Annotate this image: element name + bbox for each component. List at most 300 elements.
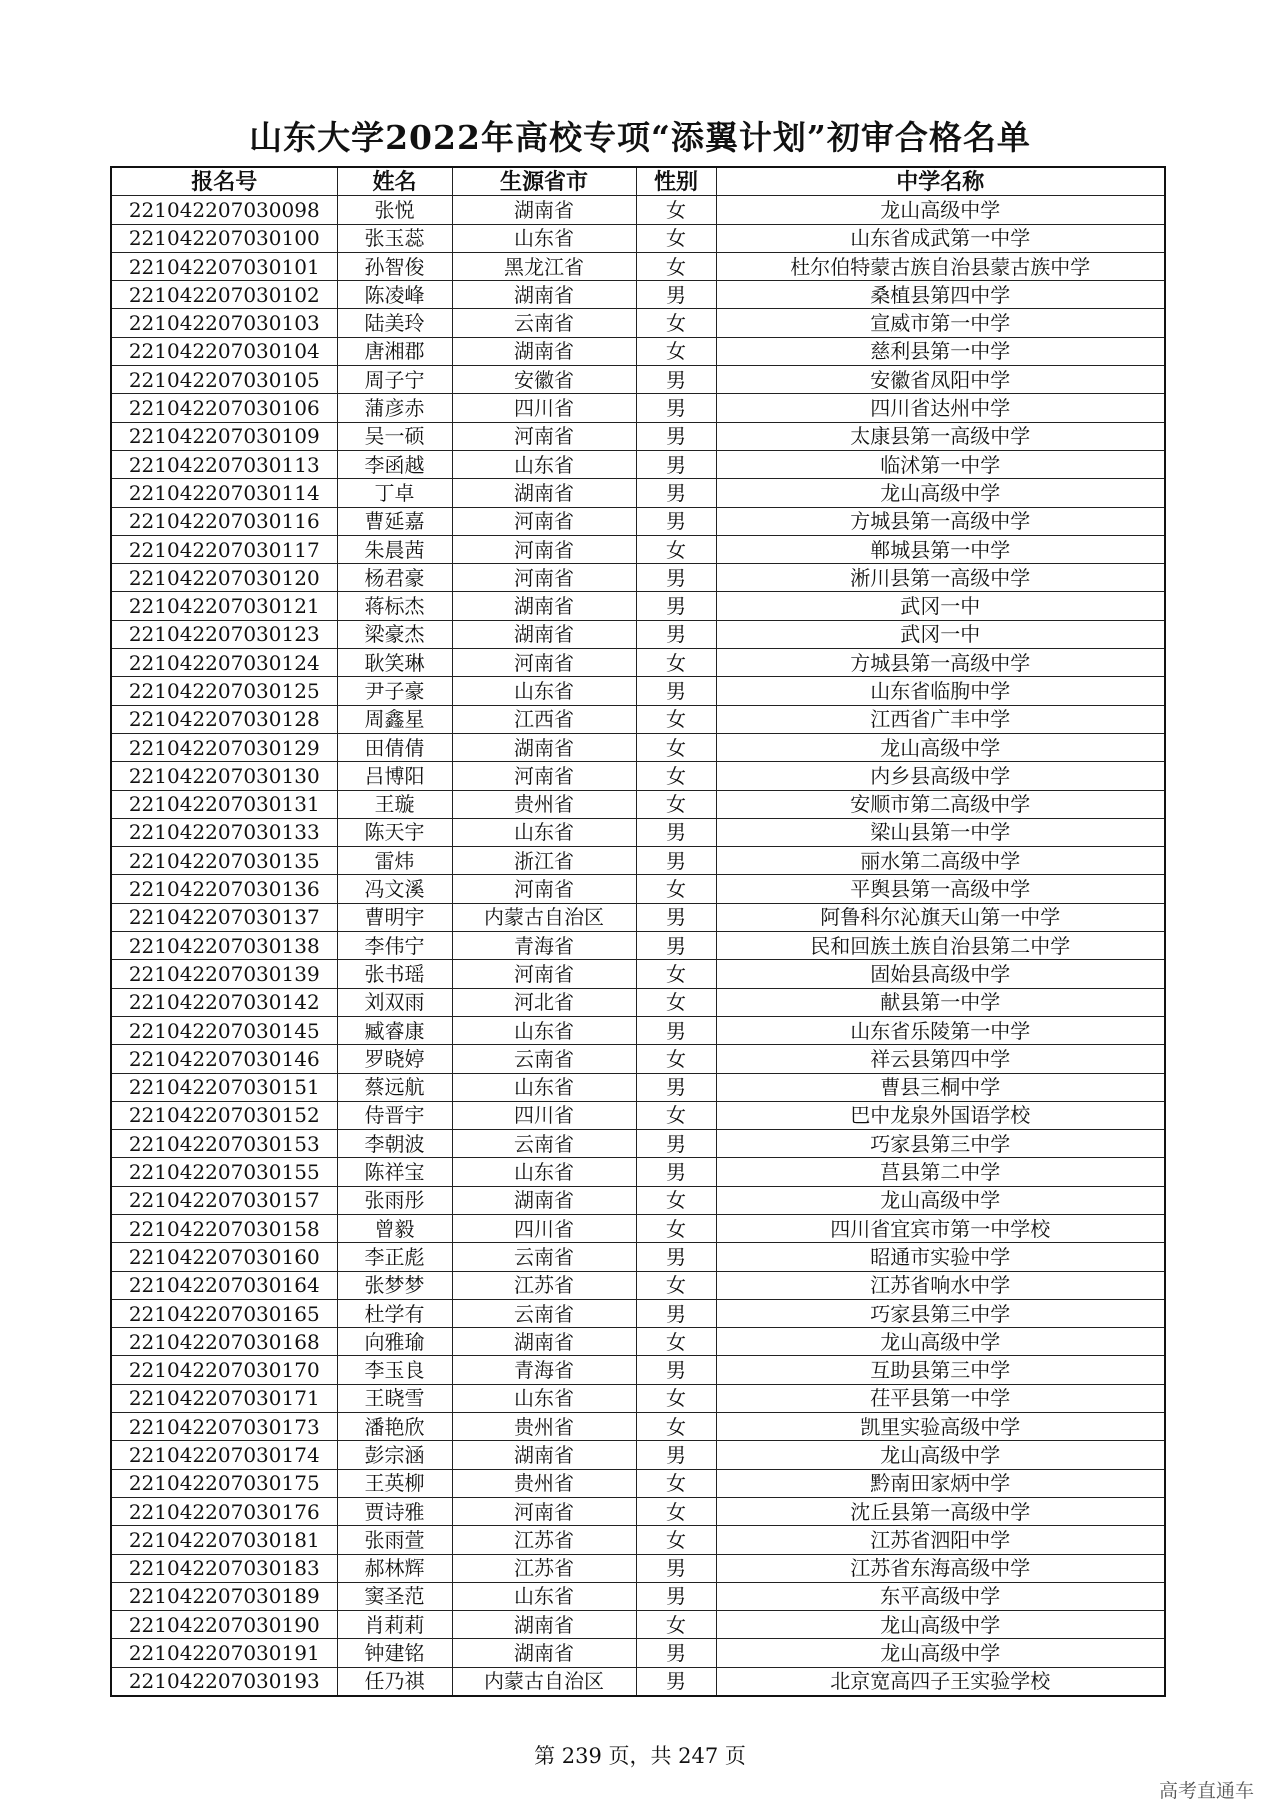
school-cell: 巧家县第三中学 (716, 1299, 1165, 1327)
table-row (111, 1469, 1165, 1497)
province-cell: 云南省 (452, 309, 636, 337)
school-cell: 方城县第一高级中学 (716, 649, 1165, 677)
school-cell: 祥云县第四中学 (716, 1045, 1165, 1073)
name-cell: 尹子豪 (337, 677, 452, 705)
table-row (111, 507, 1165, 535)
column-header-gender: 性别 (636, 167, 716, 196)
name-cell: 侍晋宇 (337, 1101, 452, 1129)
province-cell: 山东省 (452, 677, 636, 705)
table-row (111, 847, 1165, 875)
registration-no-cell: 221042207030191 (111, 1639, 337, 1667)
table-row (111, 1243, 1165, 1271)
table-row (111, 762, 1165, 790)
school-cell: 江苏省泗阳中学 (716, 1526, 1165, 1554)
gender-cell: 男 (636, 1639, 716, 1667)
province-cell: 山东省 (452, 1016, 636, 1044)
gender-cell: 男 (636, 1582, 716, 1610)
column-header-school: 中学名称 (716, 167, 1165, 196)
province-cell: 湖南省 (452, 733, 636, 761)
school-cell: 武冈一中 (716, 592, 1165, 620)
registration-no-cell: 221042207030193 (111, 1667, 337, 1696)
table-row (111, 1667, 1165, 1696)
name-cell: 孙智俊 (337, 252, 452, 280)
registration-no-cell: 221042207030103 (111, 309, 337, 337)
name-cell: 李伟宁 (337, 932, 452, 960)
province-cell: 湖南省 (452, 196, 636, 224)
registration-no-cell: 221042207030176 (111, 1497, 337, 1525)
province-cell: 四川省 (452, 1101, 636, 1129)
name-cell: 张玉蕊 (337, 224, 452, 252)
column-header-name: 姓名 (337, 167, 452, 196)
province-cell: 黑龙江省 (452, 252, 636, 280)
registration-no-cell: 221042207030102 (111, 281, 337, 309)
name-cell: 陈天宇 (337, 818, 452, 846)
name-cell: 丁卓 (337, 479, 452, 507)
school-cell: 内乡县高级中学 (716, 762, 1165, 790)
school-cell: 慈利县第一中学 (716, 337, 1165, 365)
table-row (111, 1214, 1165, 1242)
school-cell: 江苏省响水中学 (716, 1271, 1165, 1299)
table-row (111, 1271, 1165, 1299)
school-cell: 淅川县第一高级中学 (716, 564, 1165, 592)
table-row (111, 818, 1165, 846)
province-cell: 青海省 (452, 1356, 636, 1384)
province-cell: 山东省 (452, 224, 636, 252)
registration-no-cell: 221042207030100 (111, 224, 337, 252)
registration-no-cell: 221042207030131 (111, 790, 337, 818)
registration-no-cell: 221042207030158 (111, 1214, 337, 1242)
gender-cell: 女 (636, 1214, 716, 1242)
table-row (111, 1045, 1165, 1073)
gender-cell: 男 (636, 677, 716, 705)
school-cell: 山东省乐陵第一中学 (716, 1016, 1165, 1044)
registration-no-cell: 221042207030135 (111, 847, 337, 875)
province-cell: 湖南省 (452, 1441, 636, 1469)
gender-cell: 女 (636, 1611, 716, 1639)
name-cell: 蒲彦赤 (337, 394, 452, 422)
school-cell: 昭通市实验中学 (716, 1243, 1165, 1271)
registration-no-cell: 221042207030120 (111, 564, 337, 592)
school-cell: 山东省成武第一中学 (716, 224, 1165, 252)
registration-no-cell: 221042207030128 (111, 705, 337, 733)
school-cell: 莒县第二中学 (716, 1158, 1165, 1186)
table-row (111, 422, 1165, 450)
gender-cell: 男 (636, 394, 716, 422)
province-cell: 湖南省 (452, 337, 636, 365)
registration-no-cell: 221042207030146 (111, 1045, 337, 1073)
registration-no-cell: 221042207030109 (111, 422, 337, 450)
gender-cell: 男 (636, 281, 716, 309)
gender-cell: 女 (636, 960, 716, 988)
registration-no-cell: 221042207030164 (111, 1271, 337, 1299)
school-cell: 龙山高级中学 (716, 1186, 1165, 1214)
gender-cell: 男 (636, 479, 716, 507)
registration-no-cell: 221042207030142 (111, 988, 337, 1016)
table-row (111, 1101, 1165, 1129)
gender-cell: 男 (636, 620, 716, 648)
school-cell: 巴中龙泉外国语学校 (716, 1101, 1165, 1129)
province-cell: 江苏省 (452, 1271, 636, 1299)
province-cell: 内蒙古自治区 (452, 903, 636, 931)
table-row (111, 535, 1165, 563)
registration-no-cell: 221042207030168 (111, 1328, 337, 1356)
province-cell: 山东省 (452, 450, 636, 478)
province-cell: 河北省 (452, 988, 636, 1016)
table-row (111, 564, 1165, 592)
table-row (111, 1384, 1165, 1412)
school-cell: 龙山高级中学 (716, 1328, 1165, 1356)
school-cell: 沈丘县第一高级中学 (716, 1497, 1165, 1525)
gender-cell: 女 (636, 1328, 716, 1356)
table-row (111, 1186, 1165, 1214)
province-cell: 安徽省 (452, 366, 636, 394)
name-cell: 杜学有 (337, 1299, 452, 1327)
gender-cell: 女 (636, 535, 716, 563)
province-cell: 河南省 (452, 649, 636, 677)
table-row (111, 1299, 1165, 1327)
school-cell: 四川省宜宾市第一中学校 (716, 1214, 1165, 1242)
province-cell: 湖南省 (452, 1328, 636, 1356)
name-cell: 钟建铭 (337, 1639, 452, 1667)
gender-cell: 女 (636, 252, 716, 280)
table-header-row (111, 167, 1165, 196)
name-cell: 陈凌峰 (337, 281, 452, 309)
name-cell: 蔡远航 (337, 1073, 452, 1101)
table-row (111, 1554, 1165, 1582)
table-row (111, 1016, 1165, 1044)
school-cell: 郸城县第一中学 (716, 535, 1165, 563)
registration-no-cell: 221042207030189 (111, 1582, 337, 1610)
table-row (111, 252, 1165, 280)
table-row (111, 1130, 1165, 1158)
page-title: 山东大学2022年高校专项“添翼计划”初审合格名单 (249, 118, 1031, 157)
school-cell: 茌平县第一中学 (716, 1384, 1165, 1412)
table-row (111, 733, 1165, 761)
school-cell: 巧家县第三中学 (716, 1130, 1165, 1158)
name-cell: 王英柳 (337, 1469, 452, 1497)
province-cell: 河南省 (452, 422, 636, 450)
name-cell: 肖莉莉 (337, 1611, 452, 1639)
name-cell: 李正彪 (337, 1243, 452, 1271)
name-cell: 吕博阳 (337, 762, 452, 790)
name-cell: 张书瑶 (337, 960, 452, 988)
name-cell: 周鑫星 (337, 705, 452, 733)
gender-cell: 男 (636, 903, 716, 931)
name-cell: 陈祥宝 (337, 1158, 452, 1186)
school-cell: 固始县高级中学 (716, 960, 1165, 988)
gender-cell: 男 (636, 1243, 716, 1271)
registration-no-cell: 221042207030130 (111, 762, 337, 790)
province-cell: 河南省 (452, 1497, 636, 1525)
name-cell: 罗晓婷 (337, 1045, 452, 1073)
name-cell: 曹明宇 (337, 903, 452, 931)
gender-cell: 女 (636, 224, 716, 252)
registration-no-cell: 221042207030104 (111, 337, 337, 365)
registration-no-cell: 221042207030138 (111, 932, 337, 960)
gender-cell: 男 (636, 1130, 716, 1158)
gender-cell: 女 (636, 337, 716, 365)
table-row (111, 705, 1165, 733)
table-row (111, 649, 1165, 677)
gender-cell: 女 (636, 1045, 716, 1073)
school-cell: 互助县第三中学 (716, 1356, 1165, 1384)
table-row (111, 1441, 1165, 1469)
name-cell: 陆美玲 (337, 309, 452, 337)
province-cell: 贵州省 (452, 1413, 636, 1441)
gender-cell: 男 (636, 366, 716, 394)
gender-cell: 男 (636, 818, 716, 846)
school-cell: 四川省达州中学 (716, 394, 1165, 422)
name-cell: 张梦梦 (337, 1271, 452, 1299)
registration-no-cell: 221042207030133 (111, 818, 337, 846)
province-cell: 四川省 (452, 1214, 636, 1242)
name-cell: 张雨彤 (337, 1186, 452, 1214)
table-row (111, 677, 1165, 705)
gender-cell: 男 (636, 1356, 716, 1384)
table-row (111, 309, 1165, 337)
province-cell: 河南省 (452, 875, 636, 903)
table-row (111, 366, 1165, 394)
name-cell: 王璇 (337, 790, 452, 818)
province-cell: 江苏省 (452, 1526, 636, 1554)
name-cell: 曾毅 (337, 1214, 452, 1242)
name-cell: 朱晨茜 (337, 535, 452, 563)
province-cell: 江苏省 (452, 1554, 636, 1582)
school-cell: 龙山高级中学 (716, 1611, 1165, 1639)
table-row (111, 394, 1165, 422)
province-cell: 山东省 (452, 818, 636, 846)
province-cell: 湖南省 (452, 1186, 636, 1214)
name-cell: 梁豪杰 (337, 620, 452, 648)
table-row (111, 196, 1165, 224)
registration-no-cell: 221042207030171 (111, 1384, 337, 1412)
registration-no-cell: 221042207030165 (111, 1299, 337, 1327)
table-row (111, 932, 1165, 960)
province-cell: 云南省 (452, 1299, 636, 1327)
gender-cell: 男 (636, 422, 716, 450)
name-cell: 潘艳欣 (337, 1413, 452, 1441)
name-cell: 李玉良 (337, 1356, 452, 1384)
school-cell: 阿鲁科尔沁旗天山第一中学 (716, 903, 1165, 931)
gender-cell: 男 (636, 1667, 716, 1696)
registration-no-cell: 221042207030105 (111, 366, 337, 394)
table-row (111, 224, 1165, 252)
registration-no-cell: 221042207030116 (111, 507, 337, 535)
gender-cell: 女 (636, 733, 716, 761)
page-number: 第 239 页，共 247 页 (534, 1744, 746, 1768)
province-cell: 山东省 (452, 1582, 636, 1610)
registration-no-cell: 221042207030175 (111, 1469, 337, 1497)
name-cell: 周子宁 (337, 366, 452, 394)
gender-cell: 男 (636, 1073, 716, 1101)
registration-no-cell: 221042207030124 (111, 649, 337, 677)
name-cell: 唐湘郡 (337, 337, 452, 365)
table-row (111, 988, 1165, 1016)
gender-cell: 男 (636, 564, 716, 592)
name-cell: 张悦 (337, 196, 452, 224)
province-cell: 云南省 (452, 1045, 636, 1073)
province-cell: 贵州省 (452, 790, 636, 818)
registration-no-cell: 221042207030114 (111, 479, 337, 507)
province-cell: 河南省 (452, 507, 636, 535)
school-cell: 山东省临朐中学 (716, 677, 1165, 705)
gender-cell: 女 (636, 1101, 716, 1129)
province-cell: 湖南省 (452, 479, 636, 507)
registration-no-cell: 221042207030160 (111, 1243, 337, 1271)
table-row (111, 1328, 1165, 1356)
gender-cell: 女 (636, 875, 716, 903)
province-cell: 云南省 (452, 1130, 636, 1158)
table-row (111, 790, 1165, 818)
province-cell: 浙江省 (452, 847, 636, 875)
province-cell: 江西省 (452, 705, 636, 733)
school-cell: 龙山高级中学 (716, 1639, 1165, 1667)
name-cell: 冯文溪 (337, 875, 452, 903)
name-cell: 王晓雪 (337, 1384, 452, 1412)
school-cell: 江西省广丰中学 (716, 705, 1165, 733)
registration-no-cell: 221042207030151 (111, 1073, 337, 1101)
school-cell: 宣威市第一中学 (716, 309, 1165, 337)
school-cell: 梁山县第一中学 (716, 818, 1165, 846)
name-cell: 贾诗雅 (337, 1497, 452, 1525)
gender-cell: 女 (636, 196, 716, 224)
province-cell: 四川省 (452, 394, 636, 422)
registration-no-cell: 221042207030183 (111, 1554, 337, 1582)
school-cell: 平舆县第一高级中学 (716, 875, 1165, 903)
gender-cell: 男 (636, 507, 716, 535)
province-cell: 内蒙古自治区 (452, 1667, 636, 1696)
gender-cell: 女 (636, 1186, 716, 1214)
table-row (111, 1497, 1165, 1525)
registration-no-cell: 221042207030125 (111, 677, 337, 705)
school-cell: 献县第一中学 (716, 988, 1165, 1016)
gender-cell: 女 (636, 309, 716, 337)
name-cell: 雷炜 (337, 847, 452, 875)
registration-no-cell: 221042207030117 (111, 535, 337, 563)
gender-cell: 男 (636, 932, 716, 960)
table-row (111, 281, 1165, 309)
gender-cell: 女 (636, 790, 716, 818)
gender-cell: 女 (636, 1384, 716, 1412)
province-cell: 河南省 (452, 762, 636, 790)
gender-cell: 女 (636, 988, 716, 1016)
name-cell: 蒋标杰 (337, 592, 452, 620)
registration-no-cell: 221042207030170 (111, 1356, 337, 1384)
registration-no-cell: 221042207030153 (111, 1130, 337, 1158)
gender-cell: 女 (636, 1526, 716, 1554)
registration-no-cell: 221042207030137 (111, 903, 337, 931)
name-cell: 彭宗涵 (337, 1441, 452, 1469)
registration-no-cell: 221042207030174 (111, 1441, 337, 1469)
school-cell: 北京宽高四子王实验学校 (716, 1667, 1165, 1696)
table-row (111, 479, 1165, 507)
name-cell: 田倩倩 (337, 733, 452, 761)
gender-cell: 男 (636, 592, 716, 620)
table-row (111, 1413, 1165, 1441)
gender-cell: 男 (636, 1299, 716, 1327)
table-row (111, 620, 1165, 648)
registration-no-cell: 221042207030181 (111, 1526, 337, 1554)
province-cell: 湖南省 (452, 1611, 636, 1639)
registration-no-cell: 221042207030113 (111, 450, 337, 478)
table-row (111, 337, 1165, 365)
gender-cell: 男 (636, 1554, 716, 1582)
registration-no-cell: 221042207030121 (111, 592, 337, 620)
province-cell: 河南省 (452, 535, 636, 563)
registration-no-cell: 221042207030123 (111, 620, 337, 648)
registration-no-cell: 221042207030129 (111, 733, 337, 761)
table-row (111, 1526, 1165, 1554)
province-cell: 湖南省 (452, 620, 636, 648)
registration-no-cell: 221042207030145 (111, 1016, 337, 1044)
gender-cell: 女 (636, 762, 716, 790)
name-cell: 李朝波 (337, 1130, 452, 1158)
school-cell: 桑植县第四中学 (716, 281, 1165, 309)
watermark: 高考直通车 (1158, 1780, 1254, 1802)
roster-table (110, 166, 1166, 1697)
registration-no-cell: 221042207030136 (111, 875, 337, 903)
province-cell: 贵州省 (452, 1469, 636, 1497)
school-cell: 龙山高级中学 (716, 196, 1165, 224)
gender-cell: 女 (636, 705, 716, 733)
registration-no-cell: 221042207030173 (111, 1413, 337, 1441)
school-cell: 龙山高级中学 (716, 1441, 1165, 1469)
table-row (111, 1356, 1165, 1384)
school-cell: 安顺市第二高级中学 (716, 790, 1165, 818)
column-header-registration-no: 报名号 (111, 167, 337, 196)
gender-cell: 男 (636, 1016, 716, 1044)
table-row (111, 592, 1165, 620)
gender-cell: 男 (636, 1441, 716, 1469)
registration-no-cell: 221042207030139 (111, 960, 337, 988)
school-cell: 凯里实验高级中学 (716, 1413, 1165, 1441)
province-cell: 山东省 (452, 1384, 636, 1412)
name-cell: 张雨萱 (337, 1526, 452, 1554)
school-cell: 临沭第一中学 (716, 450, 1165, 478)
school-cell: 丽水第二高级中学 (716, 847, 1165, 875)
province-cell: 河南省 (452, 960, 636, 988)
column-header-province: 生源省市 (452, 167, 636, 196)
province-cell: 湖南省 (452, 281, 636, 309)
school-cell: 黔南田家炳中学 (716, 1469, 1165, 1497)
name-cell: 窦圣范 (337, 1582, 452, 1610)
table-row (111, 1158, 1165, 1186)
province-cell: 云南省 (452, 1243, 636, 1271)
gender-cell: 女 (636, 1497, 716, 1525)
registration-no-cell: 221042207030101 (111, 252, 337, 280)
province-cell: 湖南省 (452, 592, 636, 620)
table-row (111, 875, 1165, 903)
province-cell: 河南省 (452, 564, 636, 592)
school-cell: 江苏省东海高级中学 (716, 1554, 1165, 1582)
school-cell: 东平高级中学 (716, 1582, 1165, 1610)
province-cell: 山东省 (452, 1073, 636, 1101)
gender-cell: 男 (636, 847, 716, 875)
school-cell: 方城县第一高级中学 (716, 507, 1165, 535)
table-row (111, 960, 1165, 988)
school-cell: 龙山高级中学 (716, 479, 1165, 507)
school-cell: 太康县第一高级中学 (716, 422, 1165, 450)
school-cell: 曹县三桐中学 (716, 1073, 1165, 1101)
name-cell: 吴一硕 (337, 422, 452, 450)
name-cell: 臧睿康 (337, 1016, 452, 1044)
gender-cell: 女 (636, 649, 716, 677)
table-body (111, 196, 1165, 1696)
name-cell: 曹延嘉 (337, 507, 452, 535)
school-cell: 安徽省凤阳中学 (716, 366, 1165, 394)
province-cell: 湖南省 (452, 1639, 636, 1667)
name-cell: 李函越 (337, 450, 452, 478)
